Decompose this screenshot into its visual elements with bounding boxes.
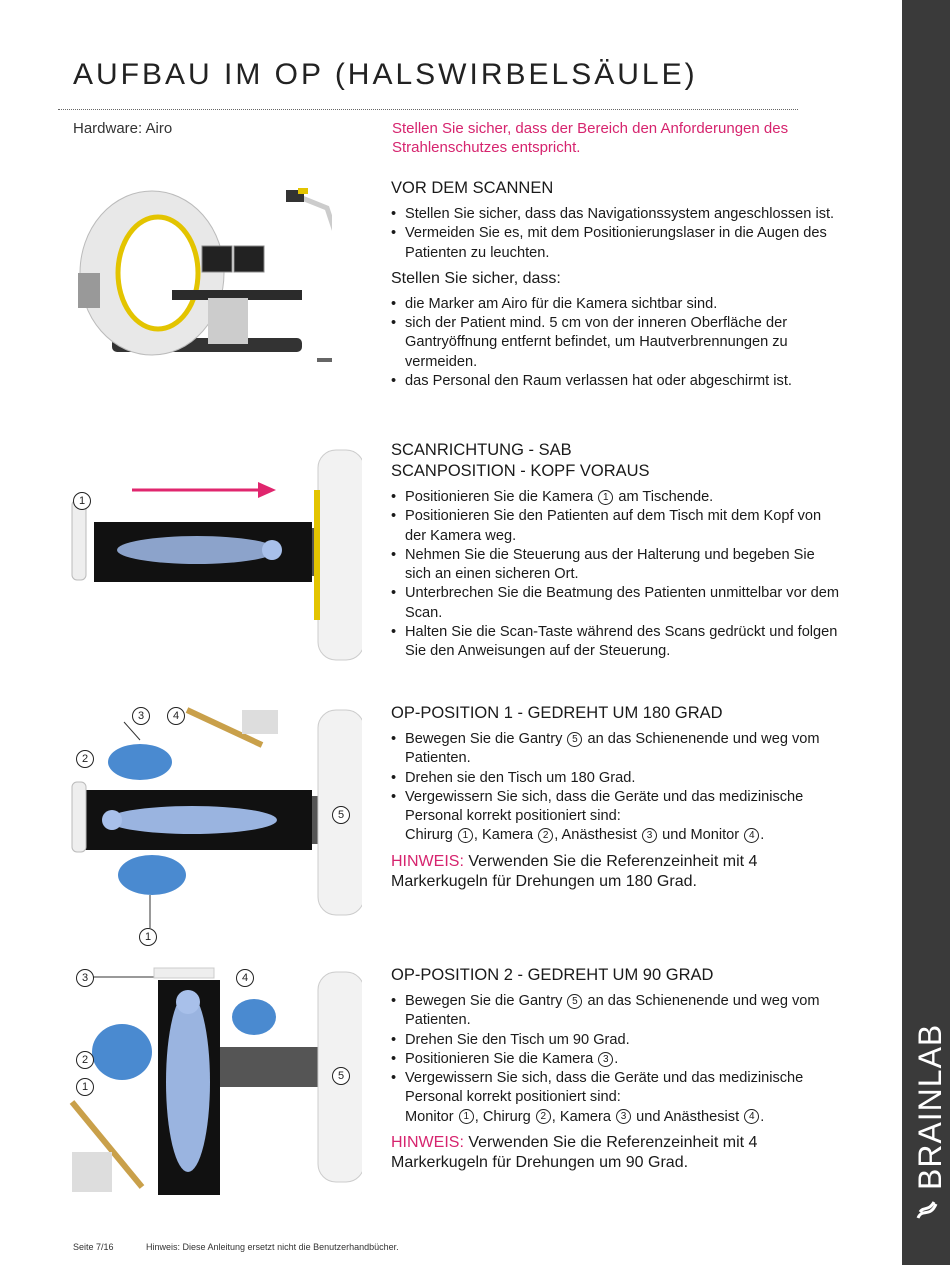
callout-camera: 1	[73, 492, 91, 510]
number-marker: 5	[567, 994, 582, 1009]
callout-monitor: 4	[167, 707, 185, 725]
bullet-list	[391, 730, 841, 846]
list-item: • Unterbrechen Sie die Beatmung des Patienten unmittelbar vor dem Scan.	[391, 584, 841, 623]
brand-block	[902, 990, 950, 1220]
section-scan-direction	[391, 440, 841, 662]
role: Monitor	[405, 1108, 454, 1125]
list-item	[391, 488, 841, 507]
number-marker: 1	[458, 828, 473, 843]
section-op-position-1	[391, 703, 841, 892]
note-text: Verwenden Sie die Referenzeinheit mit 4 Markerkugeln für Drehungen um 90 Grad.	[391, 1134, 758, 1172]
role: Chirurg	[482, 1108, 531, 1125]
sep: ,	[551, 1108, 560, 1125]
list-item	[391, 992, 841, 1031]
airo-device-image	[72, 178, 332, 378]
scan-setup-image	[62, 440, 362, 670]
section-heading: OP-POSITION 2 - GEDREHT UM 90 GRAD	[391, 966, 714, 984]
text: Bewegen Sie die Gantry	[405, 993, 563, 1009]
number-marker: 1	[459, 1109, 474, 1124]
list-item: • Positionieren Sie den Patienten auf dem Tisch mit dem Kopf von der Kamera weg.	[391, 507, 841, 546]
callout-surgeon: 1	[139, 928, 157, 946]
role: Chirurg	[405, 827, 453, 844]
section-op-position-2	[391, 965, 841, 1173]
number-marker: 4	[744, 1109, 759, 1124]
text: Positionieren Sie die Kamera	[405, 1050, 594, 1067]
sep: ,	[474, 1108, 483, 1125]
callout-gantry: 5	[332, 806, 350, 824]
list-item: • sich der Patient mind. 5 cm von der inneren Oberfläche der Gantryöffnung entfernt befindet, um Hautverbrennungen zu vermeiden.	[391, 314, 841, 372]
heading-line: SCANPOSITION - KOPF VORAUS	[391, 462, 650, 480]
text: am Tischende.	[618, 489, 714, 505]
brainlab-logo-icon	[914, 1198, 940, 1226]
list-item: • Drehen Sie den Tisch um 90 Grad.	[391, 1031, 841, 1050]
op-position-2-image	[62, 962, 362, 1197]
list-item	[391, 730, 841, 769]
number-marker: 4	[744, 828, 759, 843]
hardware-label: Hardware: Airo	[73, 120, 173, 137]
callout-camera: 2	[76, 750, 94, 768]
role: Monitor	[690, 827, 740, 844]
role: Kamera	[559, 1108, 611, 1125]
op-position-1-image	[62, 700, 362, 930]
callout-gantry: 5	[332, 1067, 350, 1085]
list-item	[391, 1050, 841, 1069]
number-marker: 1	[598, 490, 613, 505]
sep: und	[632, 1108, 664, 1125]
title-divider	[58, 109, 798, 110]
number-marker: 5	[567, 732, 582, 747]
note-label: HINWEIS:	[391, 852, 464, 870]
page-title: AUFBAU IM OP (HALSWIRBELSÄULE)	[73, 58, 698, 91]
callout-anesthetist: 3	[132, 707, 150, 725]
number-marker: 2	[536, 1109, 551, 1124]
bullet-list	[391, 295, 841, 391]
sep: ,	[473, 827, 483, 844]
text: Positionieren Sie die Kamera	[405, 489, 594, 505]
role: Anästhesist	[663, 1108, 740, 1125]
number-marker: 3	[642, 828, 657, 843]
list-item	[391, 788, 841, 846]
sep: ,	[554, 827, 562, 844]
text: Bewegen Sie die Gantry	[405, 731, 563, 747]
note	[391, 1133, 841, 1173]
section-heading: OP-POSITION 1 - GEDREHT UM 180 GRAD	[391, 704, 723, 722]
list-item: • Vermeiden Sie es, mit dem Positionierungslaser in die Augen des Patienten zu leuchten.	[391, 224, 841, 263]
text: Vergewissern Sie sich, dass die Geräte und das medizinische Personal korrekt positioniert sind:	[405, 788, 804, 825]
note-text: Verwenden Sie die Referenzeinheit mit 4 Markerkugeln für Drehungen um 180 Grad.	[391, 852, 758, 890]
list-item: • Halten Sie die Scan-Taste während des Scans gedrückt und folgen Sie den Anweisungen auf der Steuerung.	[391, 623, 841, 662]
callout-surgeon: 2	[76, 1051, 94, 1069]
list-item: • Drehen sie den Tisch um 180 Grad.	[391, 769, 841, 788]
page-number: Seite 7/16	[73, 1242, 114, 1252]
bullet-list	[391, 992, 841, 1127]
bullet-list	[391, 205, 841, 263]
footer-note: Hinweis: Diese Anleitung ersetzt nicht die Benutzerhandbücher.	[146, 1242, 399, 1252]
number-marker: 3	[616, 1109, 631, 1124]
list-item: • das Personal den Raum verlassen hat oder abgeschirmt ist.	[391, 372, 841, 391]
text: Vergewissern Sie sich, dass die Geräte und das medizinische Personal korrekt positioniert sind:	[405, 1070, 804, 1106]
text: an das Schienenende und weg vom Patienten.	[405, 993, 820, 1029]
radiation-warning: Stellen Sie sicher, dass der Bereich den Anforderungen des Strahlenschutzes entspricht.	[392, 120, 789, 156]
text: .	[614, 1050, 619, 1067]
role: Anästhesist	[561, 827, 637, 844]
brand-name: BRAINLAB	[912, 1023, 948, 1190]
list-item	[391, 1069, 841, 1127]
note-label: HINWEIS:	[391, 1134, 464, 1152]
sep: und	[658, 827, 691, 844]
callout-monitor: 1	[76, 1078, 94, 1096]
note	[391, 852, 841, 892]
number-marker: 3	[598, 1052, 613, 1067]
role: Kamera	[482, 827, 534, 844]
bullet-list	[391, 488, 841, 662]
list-item: • die Marker am Airo für die Kamera sichtbar sind.	[391, 295, 841, 314]
list-item: • Nehmen Sie die Steuerung aus der Halterung und begeben Sie sich an einen sicheren Ort.	[391, 546, 841, 585]
subheading: Stellen Sie sicher, dass:	[391, 269, 561, 287]
callout-camera: 3	[76, 969, 94, 987]
list-item: • Stellen Sie sicher, dass das Navigationssystem angeschlossen ist.	[391, 205, 841, 224]
sep: .	[760, 1108, 765, 1125]
callout-anesthetist: 4	[236, 969, 254, 987]
text: an das Schienenende und weg vom Patienten.	[405, 731, 820, 767]
section-heading: VOR DEM SCANNEN	[391, 179, 554, 197]
number-marker: 2	[538, 828, 553, 843]
section-before-scan	[391, 178, 841, 391]
heading-line: SCANRICHTUNG - SAB	[391, 441, 572, 459]
sep: .	[760, 827, 765, 844]
section-heading	[391, 440, 841, 482]
